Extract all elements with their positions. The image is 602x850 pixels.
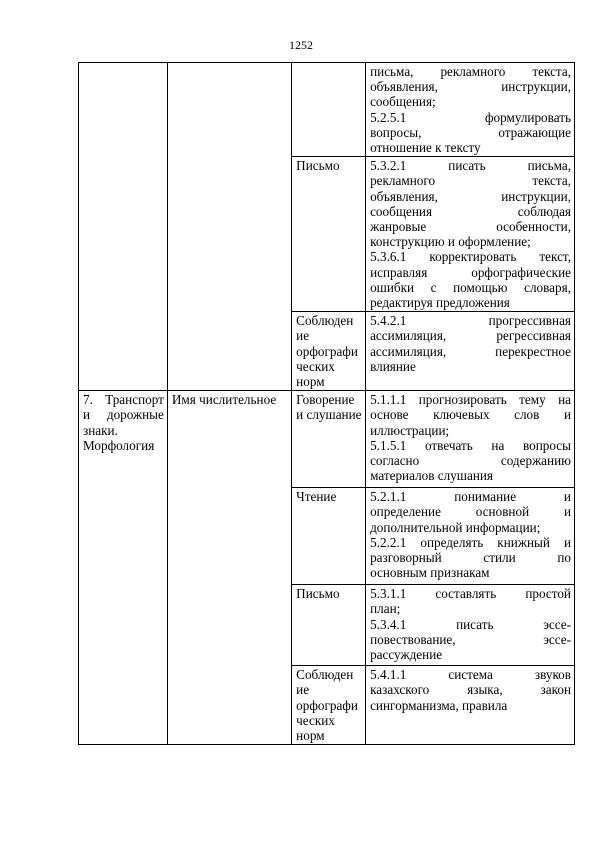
objective-item: 5.3.6.1 корректировать текст, исправляя орфографические ошибки с помощью словаря, редактируя предложения [370, 249, 571, 311]
table-row [79, 63, 575, 157]
objectives-cell [366, 63, 575, 157]
objectives-cell [366, 312, 575, 391]
skill-cell: Письмо [292, 157, 366, 312]
skill-cell: Соблюден ие орфографи ческих норм [292, 312, 366, 391]
skill-cell: Соблюден ие орфографи ческих норм [292, 666, 366, 745]
skill-cell [292, 63, 366, 157]
objectives-cell [366, 391, 575, 488]
objective-item: 5.3.4.1 писать эссе- повествование, эссе- рассуждение [370, 616, 571, 663]
subtopic-cell [167, 63, 291, 391]
topic-cell: 7. Транспорт и дорожные знаки. Морфология [79, 391, 168, 745]
objective-item: 5.2.1.1 понимание и определение основной и дополнительной информации; [370, 489, 571, 535]
subtopic-cell: Имя числительное [167, 391, 291, 745]
objectives-cell [366, 157, 575, 312]
skill-cell: Чтение [292, 488, 366, 585]
objectives-cell [366, 666, 575, 745]
curriculum-table [78, 62, 575, 745]
objective-item: 5.3.2.1 писать письма, рекламного текста, объявления, инструкции, сообщения соблюдая жанровые особенности, конструкцию и оформление; [370, 158, 571, 250]
objectives-cell [366, 585, 575, 666]
objective-item: 5.3.1.1 составлять простой план; [370, 586, 571, 617]
objective-item: 5.4.1.1 система звуков казахского языка, закон сингорманизма, правила [370, 667, 571, 713]
page-number: 1252 [289, 38, 313, 52]
objective-item: 5.1.1.1 прогнозировать тему на основе ключевых слов и иллюстрации; [370, 392, 571, 438]
objective-item: 5.2.2.1 определять книжный и разговорный стили по основным признакам [370, 534, 571, 581]
skill-cell: Говорение и слушание [292, 391, 366, 488]
objective-item: 5.1.5.1 отвечать на вопросы согласно содержанию материалов слушания [370, 437, 571, 484]
skill-cell: Письмо [292, 585, 366, 666]
objectives-cell [366, 488, 575, 585]
topic-cell [79, 63, 168, 391]
objective-item: 5.2.5.1 формулировать вопросы, отражающие отношение к тексту [370, 109, 571, 156]
objective-item: 5.4.2.1 прогрессивная ассимиляция, регрессивная ассимиляция, перекрестное влияние [370, 313, 571, 374]
objective-item: письма, рекламного текста, объявления, инструкции, сообщения; [370, 64, 571, 110]
table-row [79, 391, 575, 488]
